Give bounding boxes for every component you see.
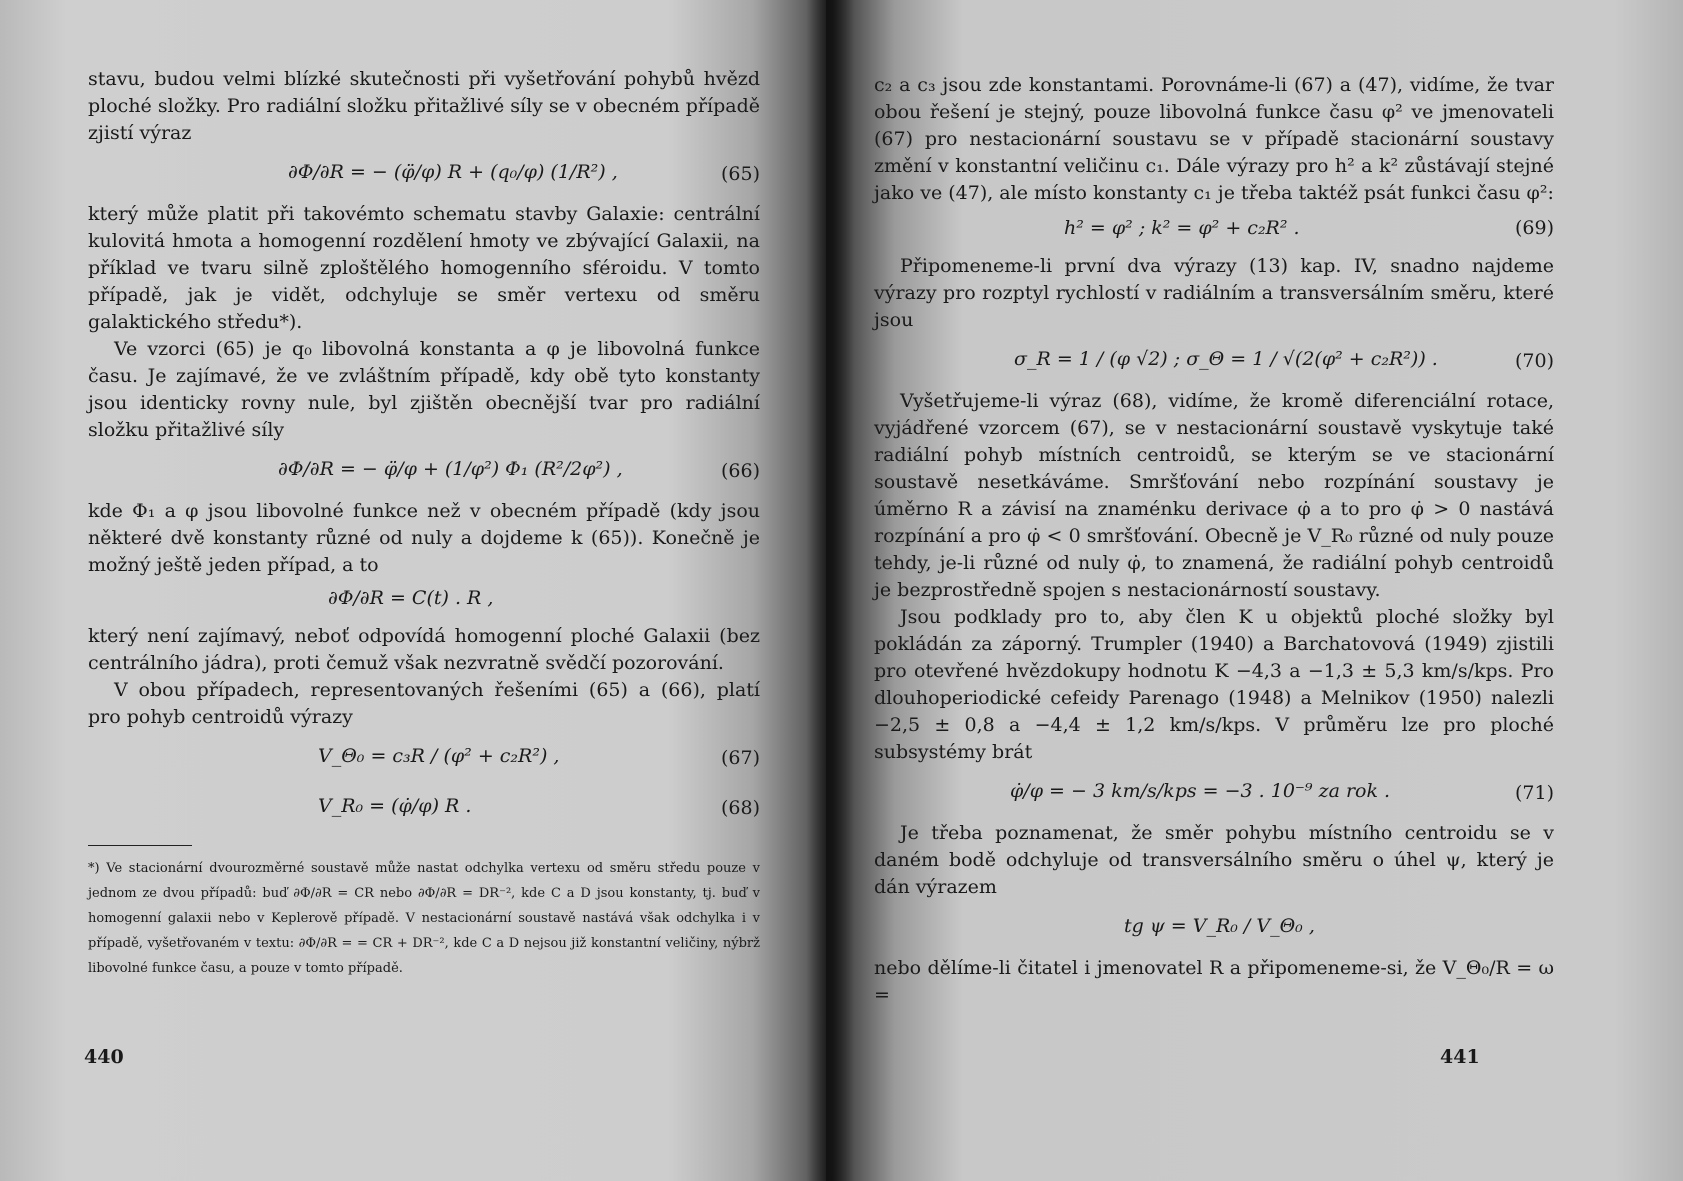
page-number-left: 440 bbox=[84, 1046, 124, 1068]
page-number-right: 441 bbox=[1440, 1046, 1480, 1068]
equation-66-body: ∂Φ/∂R = − φ̈/φ + (1/φ²) Φ₁ (R²/2φ²) , bbox=[278, 458, 623, 480]
equation-69-body: h² = φ² ; k² = φ² + c₂R² . bbox=[1064, 217, 1300, 239]
equation-71-number: (71) bbox=[1514, 782, 1554, 804]
left-paragraph-6: V obou případech, representovaných řešeními (65) a (66), platí pro pohyb centroidů výrazy bbox=[88, 679, 760, 728]
equation-65-body: ∂Φ/∂R = − (φ̈/φ) R + (q₀/φ) (1/R²) , bbox=[288, 161, 618, 183]
equation-c-of-t-body: ∂Φ/∂R = C(t) . R , bbox=[328, 587, 494, 609]
right-paragraph-6: nebo dělíme-li čitatel i jmenovatel R a připomeneme-si, že V_Θ₀/R = ω = bbox=[874, 957, 1554, 1006]
right-paragraph-4: Jsou podklady pro to, aby člen K u objektů ploché složky byl pokládán za záporný. Trumpler (1940) a Barchatovová (1949) zjistili pro otevřené hvězdokupy hodnotu K −4,3 a −1,3 ± 5,3 km/s/kps. Pro dlouhoperiodické cefeidy Parenago (1948) a Melnikov (1950) nalezli −2,5 ± 0,8 a −4,4 ± 1,2 km/s/kps. V průměru lze pro ploché subsystémy brát bbox=[874, 606, 1554, 763]
right-paragraph-1: c₂ a c₃ jsou zde konstantami. Porovnáme-li (67) a (47), vidíme, že tvar obou řešení je stejný, pouze libovolná funkce času φ² ve jmenovateli (67) pro nestacionární soustavu se v případě stacionární soustavy změní v konstantní veličinu c₁. Dále výrazy pro h² a k² zůstávají stejné jako ve (47), ale místo konstanty c₁ je třeba taktéž psát funkci času φ²: bbox=[874, 74, 1554, 204]
equation-c-of-t bbox=[88, 579, 760, 623]
right-page bbox=[826, 0, 1683, 1181]
left-paragraph-1: stavu, budou velmi blízké skutečnosti při vyšetřování pohybů hvězd ploché složky. Pro radiální složku přitažlivé síly se v obecném případě zjistí výraz bbox=[88, 68, 760, 144]
equation-70 bbox=[874, 334, 1554, 388]
right-paragraph-3: Vyšetřujeme-li výraz (68), vidíme, že kromě diferenciální rotace, vyjádřené vzorcem (67), se v nestacionární soustavě vyskytuje také radiální pohyb místních centroidů, se kterým se ve stacionární soustavě nesetkáváme. Smršťování nebo rozpínání soustavy je úměrno R a závisí na znaménku derivace φ̇ a to pro φ̇ > 0 nastává rozpínání a pro φ̇ < 0 smršťování. Obecně je V_R₀ různé od nuly pouze tehdy, je-li různé od nuly φ̇, to znamená, že radiální pohyb centroidů je bezprostředně spojen s nestacionárností soustavy. bbox=[874, 390, 1554, 601]
equation-68 bbox=[88, 785, 760, 829]
right-paragraph-2: Připomeneme-li první dva výrazy (13) kap. IV, snadno najdeme výrazy pro rozptyl rychlostí v radiálním a transversálním směru, které jsou bbox=[874, 255, 1554, 331]
equation-68-body: V_R₀ = (φ̇/φ) R . bbox=[318, 795, 472, 817]
equation-tg-psi bbox=[874, 901, 1554, 955]
equation-70-number: (70) bbox=[1514, 350, 1554, 372]
equation-68-number: (68) bbox=[720, 797, 760, 819]
footnote-rule bbox=[88, 845, 192, 846]
left-paragraph-4: kde Φ₁ a φ jsou libovolné funkce než v obecném případě (kdy jsou některé dvě konstanty různé od nuly a dojdeme k (65)). Konečně je možný ještě jeden případ, a to bbox=[88, 500, 760, 576]
equation-69 bbox=[874, 207, 1554, 253]
left-paragraph-3: Ve vzorci (65) je q₀ libovolná konstanta a φ je libovolná funkce času. Je zajímavé, že ve zvláštním případě, kdy obě tyto konstanty jsou identicky rovny nule, byl zjištěn obecnější tvar pro radiální složku přitažlivé síly bbox=[88, 338, 760, 441]
equation-69-number: (69) bbox=[1514, 217, 1554, 239]
left-page-text bbox=[88, 66, 760, 981]
equation-67-body: V_Θ₀ = c₃R / (φ² + c₂R²) , bbox=[318, 745, 560, 767]
equation-66-number: (66) bbox=[720, 460, 760, 482]
book-gutter-shadow bbox=[806, 0, 854, 1181]
equation-71-body: φ̇/φ = − 3 km/s/kps = −3 . 10⁻⁹ za rok . bbox=[1010, 780, 1391, 802]
left-paragraph-2: který může platit při takovémto schematu stavby Galaxie: centrální kulovitá hmota a homogenní rozdělení hmoty ve zbývající Galaxii, na příklad ve tvaru silně zploštělého homogenního sféroidu. V tomto případě, jak je vidět, odchyluje se směr vertexu od směru galaktického středu*). bbox=[88, 203, 760, 333]
left-paragraph-5: který není zajímavý, neboť odpovídá homogenní ploché Galaxii (bez centrálního jádra), proti čemuž však nezvratně svědčí pozorování. bbox=[88, 625, 760, 674]
footnote: *) Ve stacionární dvourozměrné soustavě může nastat odchylka vertexu od směru středu pouze v jednom ze dvou případů: buď ∂Φ/∂R = CR nebo ∂Φ/∂R = DR⁻², kde C a D jsou konstanty, tj. buď v homogenní galaxii nebo v Keplerově případě. V nestacionární soustavě nastává však odchylka i v případě, vyšetřovaném v textu: ∂Φ/∂R = = CR + DR⁻², kde C a D nejsou již konstantní veličiny, nýbrž libovolné funkce času, a pouze v tomto případě. bbox=[88, 861, 760, 976]
equation-67 bbox=[88, 731, 760, 785]
equation-70-body: σ_R = 1 / (φ √2) ; σ_Θ = 1 / √(2(φ² + c₂R²)) . bbox=[1014, 348, 1438, 370]
equation-67-number: (67) bbox=[720, 747, 760, 769]
right-paragraph-5: Je třeba poznamenat, že směr pohybu místního centroidu se v daném bodě odchyluje od transversálního směru o úhel ψ, který je dán výrazem bbox=[874, 822, 1554, 898]
equation-65-number: (65) bbox=[720, 163, 760, 185]
equation-tg-psi-body: tg ψ = V_R₀ / V_Θ₀ , bbox=[1124, 915, 1315, 937]
equation-66 bbox=[88, 444, 760, 498]
left-page bbox=[0, 0, 836, 1181]
equation-71 bbox=[874, 766, 1554, 820]
equation-65 bbox=[88, 147, 760, 201]
right-page-text bbox=[874, 72, 1554, 1009]
